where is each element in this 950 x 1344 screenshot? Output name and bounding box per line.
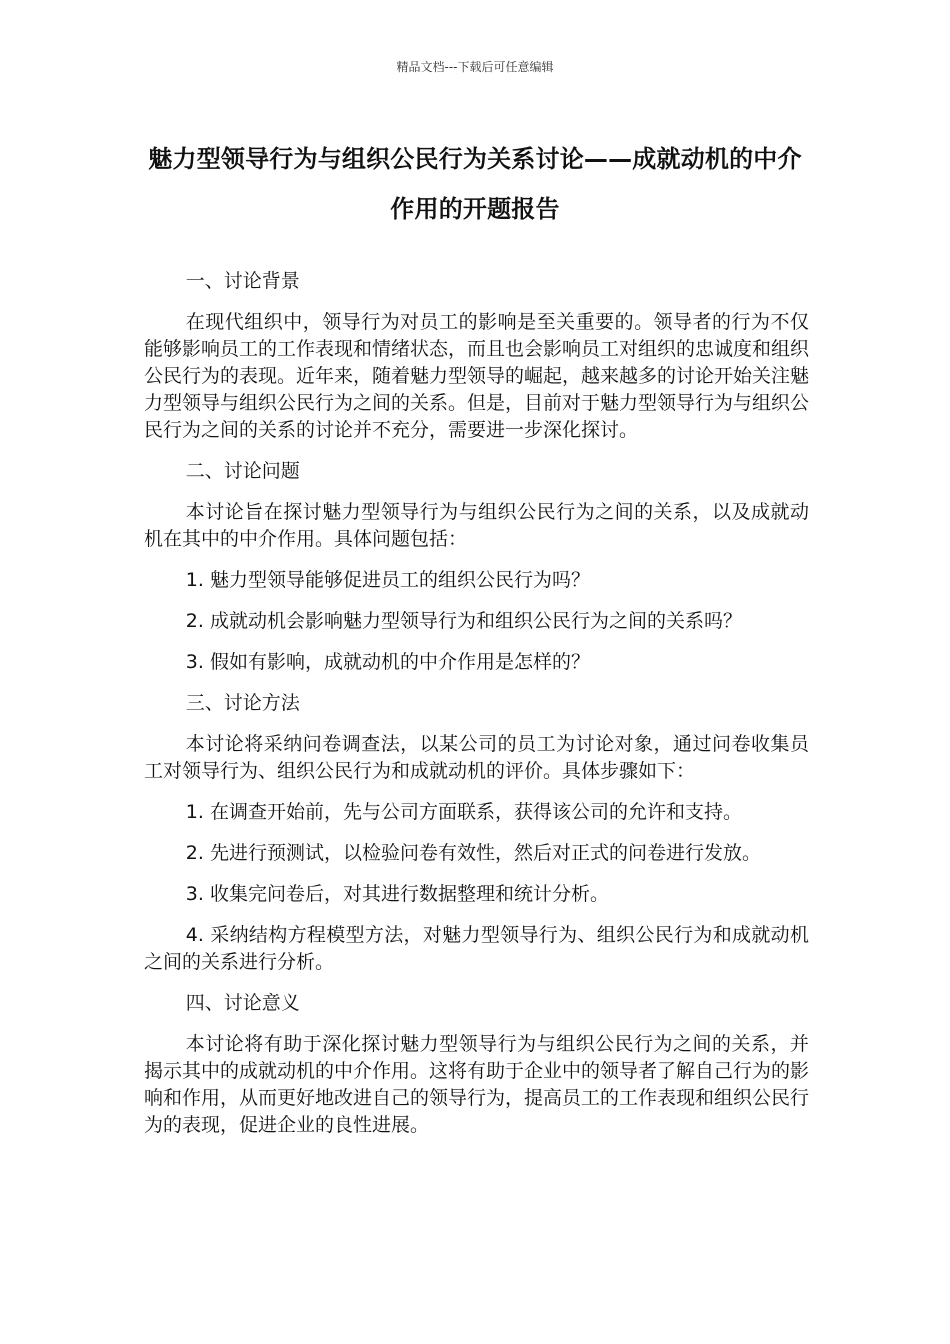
paragraph-background: 在现代组织中，领导行为对员工的影响是至关重要的。领导者的行为不仅能够影响员工的工作表现和情绪状态，而且也会影响员工对组织的忠诚度和组织公民行为的表现。近年来，随着魅力型领导的崛起，越来越多的讨论开始关注魅力型领导与组织公民行为之间的关系。但是，目前对于魅力型领导行为与组织公民行为之间的关系的讨论并不充分，需要进一步深化探讨。 — [144, 311, 810, 441]
list-item: 1. 魅力型领导能够促进员工的组织公民行为吗？ — [185, 569, 590, 591]
section-heading-significance: 四、讨论意义 — [185, 992, 300, 1014]
paragraph-significance: 本讨论将有助于深化探讨魅力型领导行为与组织公民行为之间的关系，并揭示其中的成就动机的中介作用。这将有助于企业中的领导者了解自己行为的影响和作用，从而更好地改进自己的领导行为，提高员工的工作表现和组织公民行为的表现，促进企业的良性进展。 — [144, 1033, 810, 1136]
list-item: 1. 在调查开始前，先与公司方面联系，获得该公司的允许和支持。 — [185, 801, 742, 823]
header-note: 精品文档---下载后可任意编辑 — [396, 60, 554, 74]
paragraph-questions: 本讨论旨在探讨魅力型领导行为与组织公民行为之间的关系，以及成就动机在其中的中介作用。具体问题包括： — [144, 501, 809, 550]
list-item: 4. 采纳结构方程模型方法，对魅力型领导行为、组织公民行为和成就动机之间的关系进行分析。 — [144, 924, 809, 973]
list-item: 3. 收集完问卷后，对其进行数据整理和统计分析。 — [185, 883, 609, 905]
list-item: 3. 假如有影响，成就动机的中介作用是怎样的？ — [185, 651, 590, 673]
document-body — [144, 268, 809, 1153]
list-item: 2. 先进行预测试，以检验问卷有效性，然后对正式的问卷进行发放。 — [185, 842, 761, 864]
list-item: 2. 成就动机会影响魅力型领导行为和组织公民行为之间的关系吗？ — [185, 610, 742, 632]
section-heading-methods: 三、讨论方法 — [185, 692, 300, 714]
document-title: 魅力型领导行为与组织公民行为关系讨论——成就动机的中介作用的开题报告 — [148, 145, 802, 223]
section-heading-questions: 二、讨论问题 — [185, 460, 300, 482]
section-heading-background: 一、讨论背景 — [185, 270, 300, 292]
paragraph-methods: 本讨论将采纳问卷调查法，以某公司的员工为讨论对象，通过问卷收集员工对领导行为、组织公民行为和成就动机的评价。具体步骤如下： — [144, 733, 809, 782]
